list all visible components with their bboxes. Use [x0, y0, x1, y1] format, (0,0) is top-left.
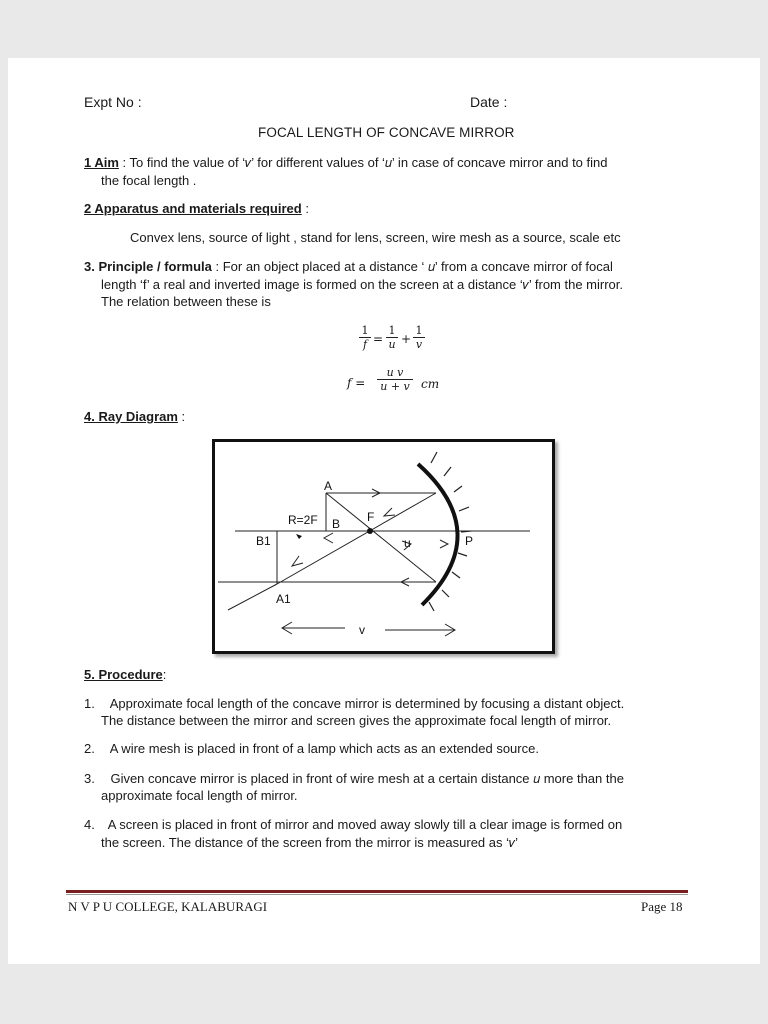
concave-mirror — [418, 464, 458, 605]
arrow-head-u — [440, 540, 448, 548]
procedure-step-2 — [84, 740, 539, 757]
apparatus-colon: : — [301, 201, 309, 216]
ray-through-focus — [326, 493, 436, 582]
principle-text1: : For an object placed at a distance ‘ 𝑢’ from a concave mirror of focal — [211, 259, 613, 274]
step-text: Approximate focal length of the concave mirror is determined by focusing a distant object. — [106, 696, 625, 711]
footer-college: N V P U COLLEGE, KALABURAGI — [68, 899, 268, 914]
aim-line2: the focal length . — [101, 173, 197, 188]
step-text: A wire mesh is placed in front of a lamp which acts as an extended source. — [106, 741, 539, 756]
principle-heading: 3. Principle / formula — [84, 259, 212, 274]
ray-diagram-colon: : — [177, 409, 186, 424]
procedure-heading: 5. Procedure — [84, 667, 163, 682]
label-P: P — [465, 534, 474, 548]
principle-line1 — [84, 258, 613, 275]
ray-diagram-heading: 4. Ray Diagram — [84, 409, 178, 424]
center-mark — [296, 534, 302, 539]
apparatus-heading: 2 Apparatus and materials required — [84, 201, 302, 216]
principle-line2: length ‘f’ a real and inverted image is formed on the screen at a distance ‘𝑣’ from the mirror. — [101, 277, 624, 292]
formula1-equals: = — [373, 332, 384, 346]
formula2-unit: cm — [421, 377, 440, 391]
formula2-fraction: $\frac{\text{u v}}{u + v}$ — [377, 366, 413, 393]
apparatus-heading-line — [84, 200, 309, 217]
step-number: 2. — [84, 741, 95, 756]
formula1-plus: + — [401, 332, 412, 346]
step-text: A screen is placed in front of mirror and moved away slowly till a clear image is formed on — [104, 817, 623, 832]
formula1-term-v: $\frac{1}{v}$ — [413, 324, 425, 351]
step-number: 4. — [84, 817, 95, 832]
date-label: Date : — [470, 94, 508, 110]
label-A: A — [324, 479, 333, 493]
apparatus-text: Convex lens, source of light , stand for lens, screen, wire mesh as a source, scale etc — [130, 230, 621, 245]
principle-line3: The relation between these is — [101, 294, 271, 309]
arrow-head-4 — [384, 508, 395, 516]
focus-point — [367, 528, 373, 534]
footer-page-number: Page 18 — [641, 899, 683, 914]
step-number: 1. — [84, 696, 95, 711]
formula1-term-u: $\frac{1}{u}$ — [386, 324, 398, 351]
procedure-heading-line — [84, 666, 166, 683]
label-R: R=2F — [288, 513, 318, 527]
procedure-step-4-line2: the screen. The distance of the screen from the mirror is measured as ‘𝑣’ — [101, 835, 518, 850]
aim-text: : To find the value of ‘𝑣’ for different values of ‘𝑢’ in case of concave mirror and to find — [118, 155, 608, 170]
label-F: F — [367, 510, 375, 524]
procedure-step-1 — [84, 695, 624, 712]
procedure-step-3 — [84, 770, 624, 787]
label-A1: A1 — [276, 592, 291, 606]
ray-diagram-heading-line — [84, 408, 185, 425]
step-text: Given concave mirror is placed in front of wire mesh at a certain distance 𝑢 more than the — [106, 771, 624, 786]
aim-line1 — [84, 154, 607, 171]
ray-through-focus-reflected — [277, 493, 436, 584]
procedure-colon: : — [162, 667, 167, 682]
label-v: v — [359, 623, 365, 637]
page-title: FOCAL LENGTH OF CONCAVE MIRROR — [258, 125, 515, 140]
footer-rule — [66, 890, 688, 893]
formula2-lhs: f = — [347, 376, 366, 390]
procedure-step-1-line2: The distance between the mirror and screen gives the approximate focal length of mirror. — [101, 713, 612, 728]
ray-extension — [228, 584, 277, 610]
formula1-term-f: $\frac{1}{f}$ — [359, 324, 371, 351]
footer-rule-thin — [66, 894, 688, 895]
aim-heading: 1 Aim — [84, 155, 119, 170]
procedure-step-4 — [84, 816, 622, 833]
arrow-head-6 — [292, 556, 303, 566]
procedure-step-3-line2: approximate focal length of mirror. — [101, 788, 298, 803]
expt-no-label: Expt No : — [84, 94, 142, 110]
step-number: 3. — [84, 771, 95, 786]
label-B1: B1 — [256, 534, 271, 548]
label-B: B — [332, 517, 341, 531]
arrow-head-3 — [324, 533, 333, 543]
ray-diagram — [215, 442, 552, 651]
label-u: u — [404, 536, 411, 550]
